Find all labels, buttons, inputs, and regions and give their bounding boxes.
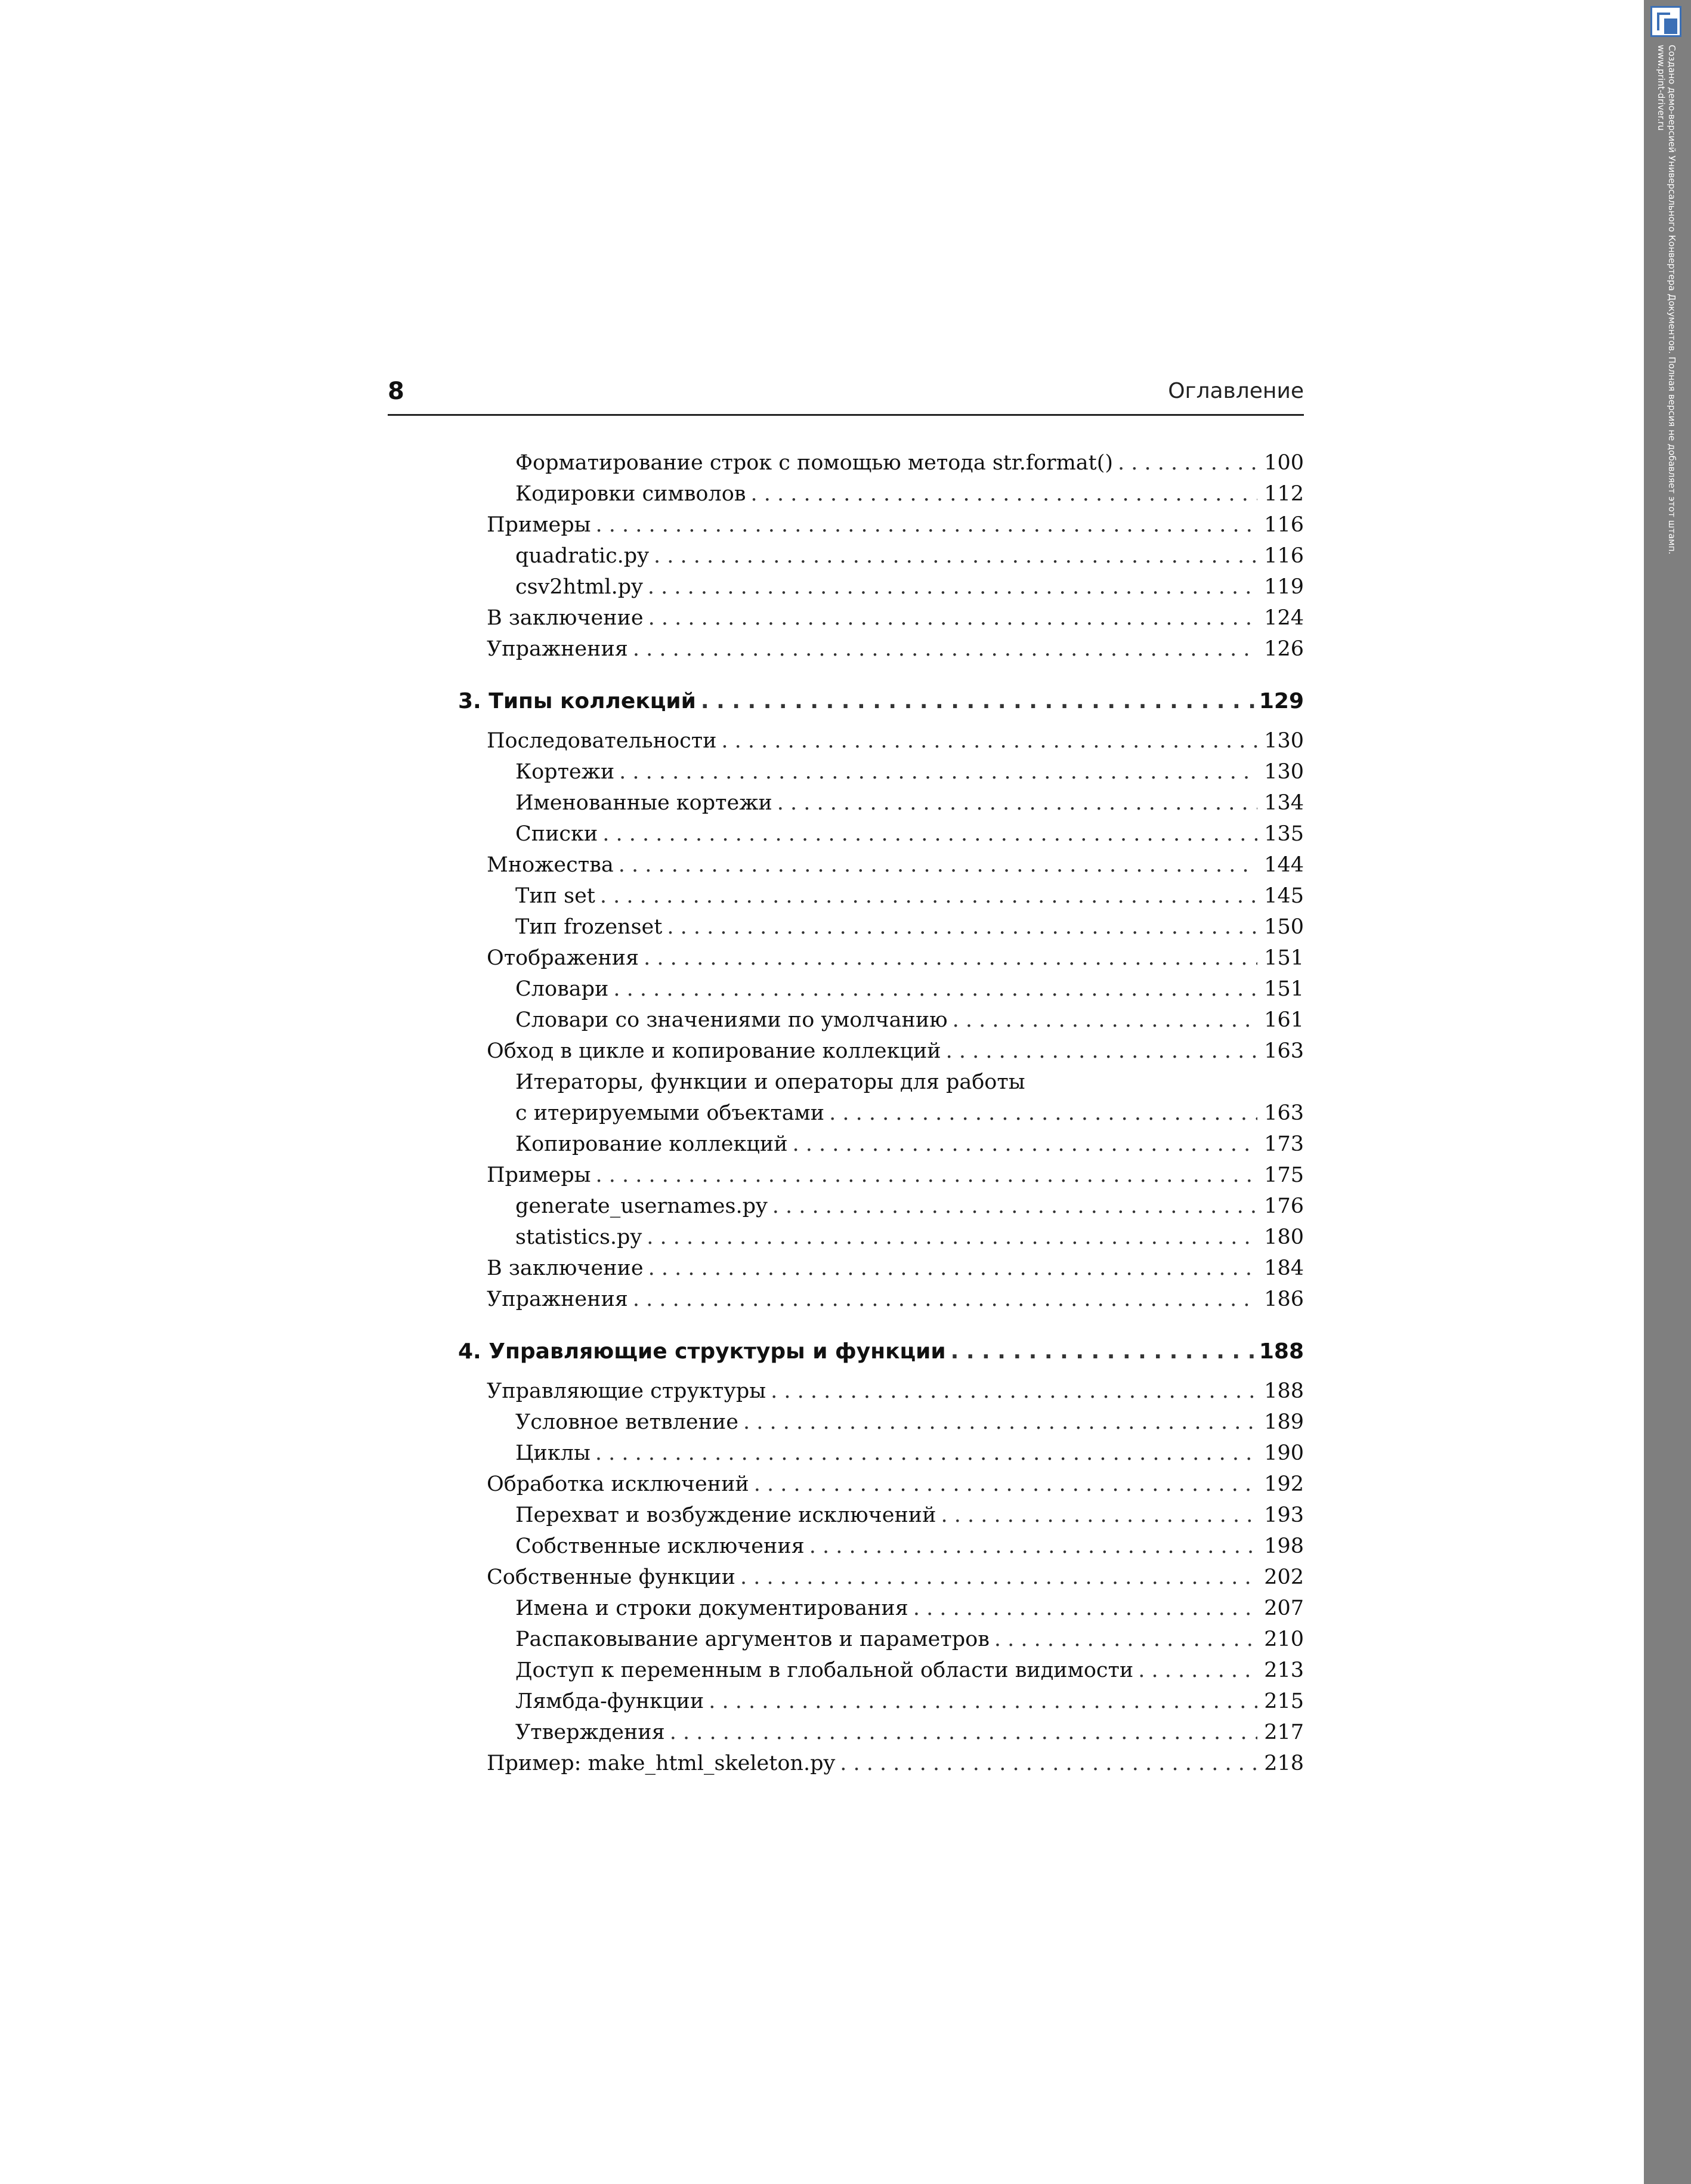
toc-entry-title: Примеры: [487, 1163, 591, 1187]
toc-entry: [458, 634, 1304, 665]
toc-entry-page: 213: [1264, 1658, 1304, 1682]
toc-entry: [458, 1748, 1304, 1779]
toc-entry-title: Тип frozenset: [515, 915, 663, 939]
toc-entry-page: 129: [1259, 689, 1304, 713]
toc-entry: [458, 943, 1304, 974]
toc-entry-page: 135: [1264, 822, 1304, 846]
toc-entry-title: Управляющие структуры: [487, 1379, 766, 1403]
toc-entry-page: 151: [1264, 946, 1304, 970]
toc-entry-title: Пример: make_html_skeleton.py: [487, 1751, 836, 1775]
toc-entry-title: 4. Управляющие структуры и функции: [458, 1339, 946, 1364]
toc-entry-title: Упражнения: [487, 637, 628, 661]
toc-entry: [458, 1469, 1304, 1500]
toc-leader-dots: [633, 1284, 1257, 1315]
toc-entry: [458, 1407, 1304, 1438]
toc-entry: [458, 1191, 1304, 1222]
toc-entry-title: Словари со значениями по умолчанию: [515, 1008, 948, 1032]
toc-entry-title: Обход в цикле и копирование коллекций: [487, 1039, 941, 1063]
toc-leader-dots: [670, 1717, 1257, 1748]
toc-entry-title: Копирование коллекций: [515, 1132, 788, 1156]
toc-entry-title: Множества: [487, 853, 614, 877]
toc-leader-dots: [1118, 447, 1257, 478]
toc-entry-title: Словари: [515, 977, 609, 1001]
toc-leader-dots: [740, 1562, 1257, 1593]
toc-entry-continuation: [458, 1098, 1304, 1129]
toc-entry-title: Кодировки символов: [515, 482, 746, 506]
toc-entry-title: Упражнения: [487, 1287, 628, 1311]
toc-entry: [458, 1717, 1304, 1748]
toc-entry-title: Условное ветвление: [515, 1410, 738, 1434]
page-header: [388, 375, 1304, 416]
toc-entry-page: 217: [1264, 1720, 1304, 1744]
converter-logo-icon: [1650, 6, 1681, 37]
toc-entry: [458, 881, 1304, 912]
toc-leader-dots: [809, 1531, 1257, 1562]
toc-entry-page: 145: [1264, 884, 1304, 908]
toc-entry: [458, 1562, 1304, 1593]
toc-entry-page: 161: [1264, 1008, 1304, 1032]
toc-entry-title: Лямбда-функции: [515, 1689, 704, 1713]
toc-leader-dots: [994, 1624, 1257, 1655]
watermark-line-2: www.print-driver.ru: [1656, 45, 1667, 131]
toc-entry: [458, 1129, 1304, 1160]
toc-leader-dots: [951, 1336, 1254, 1367]
toc-entry: [458, 849, 1304, 881]
toc-entry-title: quadratic.py: [515, 544, 649, 568]
toc-entry: [458, 1500, 1304, 1531]
toc-entry: [458, 1222, 1304, 1253]
toc-leader-dots: [751, 478, 1258, 509]
toc-entry-page: 218: [1264, 1751, 1304, 1775]
running-head: Оглавление: [1168, 379, 1304, 403]
toc-entry-title: Именованные кортежи: [515, 791, 772, 815]
toc-entry-title: Утверждения: [515, 1720, 665, 1744]
toc-entry-title: Распаковывание аргументов и параметров: [515, 1627, 990, 1651]
toc-entry: [458, 756, 1304, 787]
toc-entry-page: 116: [1264, 544, 1304, 568]
toc-entry-title: В заключение: [487, 1256, 644, 1280]
toc-entry-title: Собственные функции: [487, 1565, 736, 1589]
toc-entry-page: 124: [1264, 606, 1304, 630]
toc-entry-title: Имена и строки документирования: [515, 1596, 908, 1620]
toc-entry-title: Примеры: [487, 513, 591, 537]
toc-entry-page: 173: [1264, 1132, 1304, 1156]
toc-entry-page: 189: [1264, 1410, 1304, 1434]
toc-entry-page: 186: [1264, 1287, 1304, 1311]
toc-entry: [458, 572, 1304, 603]
toc-entry-page: 192: [1264, 1472, 1304, 1496]
toc-entry-page: 210: [1264, 1627, 1304, 1651]
toc-entry-title: Доступ к переменным в глобальной области видимости: [515, 1658, 1134, 1682]
toc-entry-page: 193: [1264, 1503, 1304, 1527]
toc-entry-page: 163: [1264, 1039, 1304, 1063]
toc-leader-dots: [953, 1005, 1257, 1036]
toc-leader-dots: [840, 1748, 1257, 1779]
toc-entry-title: statistics.py: [515, 1225, 642, 1249]
toc-entry: [458, 1376, 1304, 1407]
toc-leader-dots: [701, 686, 1254, 717]
toc-entry: [458, 1593, 1304, 1624]
toc-entry-title: Последовательности: [487, 729, 717, 753]
toc-leader-dots: [613, 974, 1257, 1005]
toc-entry: [458, 974, 1304, 1005]
toc-entry: [458, 540, 1304, 572]
toc-entry-page: 150: [1264, 915, 1304, 939]
toc-entry: [458, 1624, 1304, 1655]
toc-leader-dots: [771, 1376, 1257, 1407]
toc-entry-page: 207: [1264, 1596, 1304, 1620]
toc-entry-title: Циклы: [515, 1441, 591, 1465]
toc-leader-dots: [647, 1222, 1257, 1253]
toc-leader-dots: [721, 725, 1257, 756]
toc-entry-page: 130: [1264, 760, 1304, 784]
toc-entry: [458, 1005, 1304, 1036]
toc-entry: [458, 1036, 1304, 1067]
toc-entry-title: Отображения: [487, 946, 639, 970]
toc-leader-dots: [667, 912, 1257, 943]
toc-entry: [458, 912, 1304, 943]
toc-entry: [458, 447, 1304, 478]
watermark-text: [1656, 45, 1677, 554]
toc-entry-page: 215: [1264, 1689, 1304, 1713]
toc-leader-dots: [644, 943, 1257, 974]
toc-entry-title: В заключение: [487, 606, 644, 630]
table-of-contents: [458, 447, 1304, 1779]
toc-entry-title: Форматирование строк с помощью метода str.format(): [515, 451, 1114, 475]
toc-leader-dots: [619, 849, 1257, 881]
toc-entry-page: 202: [1264, 1565, 1304, 1589]
toc-entry-title: csv2html.py: [515, 575, 643, 599]
toc-chapter: [458, 686, 1304, 717]
toc-entry-title: Итераторы, функции и операторы для работы: [515, 1070, 1025, 1094]
toc-entry-title-cont: с итерируемыми объектами: [515, 1101, 825, 1125]
toc-leader-dots: [648, 1253, 1257, 1284]
toc-entry-title: Тип set: [515, 884, 595, 908]
toc-entry-page: 184: [1264, 1256, 1304, 1280]
toc-entry: [458, 1686, 1304, 1717]
toc-leader-dots: [793, 1129, 1257, 1160]
toc-entry-title: Собственные исключения: [515, 1534, 805, 1558]
toc-leader-dots: [754, 1469, 1257, 1500]
toc-leader-dots: [595, 509, 1257, 540]
toc-entry: [458, 1531, 1304, 1562]
toc-entry-page: 144: [1264, 853, 1304, 877]
toc-entry-page: 119: [1264, 575, 1304, 599]
toc-leader-dots: [633, 634, 1257, 665]
toc-entry: [458, 603, 1304, 634]
toc-entry-title: Кортежи: [515, 760, 615, 784]
toc-entry: [458, 725, 1304, 756]
toc-leader-dots: [709, 1686, 1257, 1717]
toc-entry-page: 163: [1264, 1101, 1304, 1125]
toc-leader-dots: [743, 1407, 1257, 1438]
toc-leader-dots: [1138, 1655, 1257, 1686]
toc-entry-page: 100: [1264, 451, 1304, 475]
toc-entry-page: 180: [1264, 1225, 1304, 1249]
toc-entry-page: 190: [1264, 1441, 1304, 1465]
toc-entry-page: 188: [1264, 1379, 1304, 1403]
toc-entry: [458, 1284, 1304, 1315]
toc-entry-page: 198: [1264, 1534, 1304, 1558]
toc-entry: [458, 1253, 1304, 1284]
toc-entry-page: 188: [1259, 1339, 1304, 1364]
toc-entry-title: Списки: [515, 822, 598, 846]
toc-entry-page: 175: [1264, 1163, 1304, 1187]
toc-leader-dots: [946, 1036, 1257, 1067]
toc-leader-dots: [595, 1438, 1257, 1469]
toc-leader-dots: [654, 540, 1257, 572]
toc-leader-dots: [619, 756, 1257, 787]
toc-entry: [458, 509, 1304, 540]
toc-leader-dots: [595, 1160, 1257, 1191]
toc-leader-dots: [913, 1593, 1257, 1624]
page-number: 8: [388, 378, 404, 405]
toc-leader-dots: [648, 603, 1257, 634]
toc-leader-dots: [829, 1098, 1257, 1129]
toc-entry-page: 134: [1264, 791, 1304, 815]
toc-entry: [458, 1655, 1304, 1686]
toc-chapter: [458, 1336, 1304, 1367]
toc-entry-title: Перехват и возбуждение исключений: [515, 1503, 936, 1527]
toc-entry-page: 176: [1264, 1194, 1304, 1218]
toc-leader-dots: [602, 818, 1257, 849]
toc-entry: [458, 1438, 1304, 1469]
toc-entry-title: 3. Типы коллекций: [458, 689, 696, 713]
toc-entry: [458, 1160, 1304, 1191]
toc-entry-page: 116: [1264, 513, 1304, 537]
toc-entry-page: 151: [1264, 977, 1304, 1001]
toc-entry: [458, 1067, 1304, 1098]
toc-entry-page: 112: [1264, 482, 1304, 506]
toc-leader-dots: [648, 572, 1257, 603]
watermark-line-1: Создано демо-версией Универсального Конвертера Документов. Полная версия не добавляет этот штамп.: [1667, 45, 1677, 555]
toc-entry-page: 130: [1264, 729, 1304, 753]
toc-entry-title: Обработка исключений: [487, 1472, 749, 1496]
toc-leader-dots: [600, 881, 1257, 912]
toc-entry: [458, 818, 1304, 849]
toc-leader-dots: [941, 1500, 1257, 1531]
toc-leader-dots: [772, 1191, 1257, 1222]
toc-entry-title: generate_usernames.py: [515, 1194, 768, 1218]
toc-entry: [458, 787, 1304, 818]
toc-leader-dots: [777, 787, 1257, 818]
toc-entry-page: 126: [1264, 637, 1304, 661]
toc-entry: [458, 478, 1304, 509]
